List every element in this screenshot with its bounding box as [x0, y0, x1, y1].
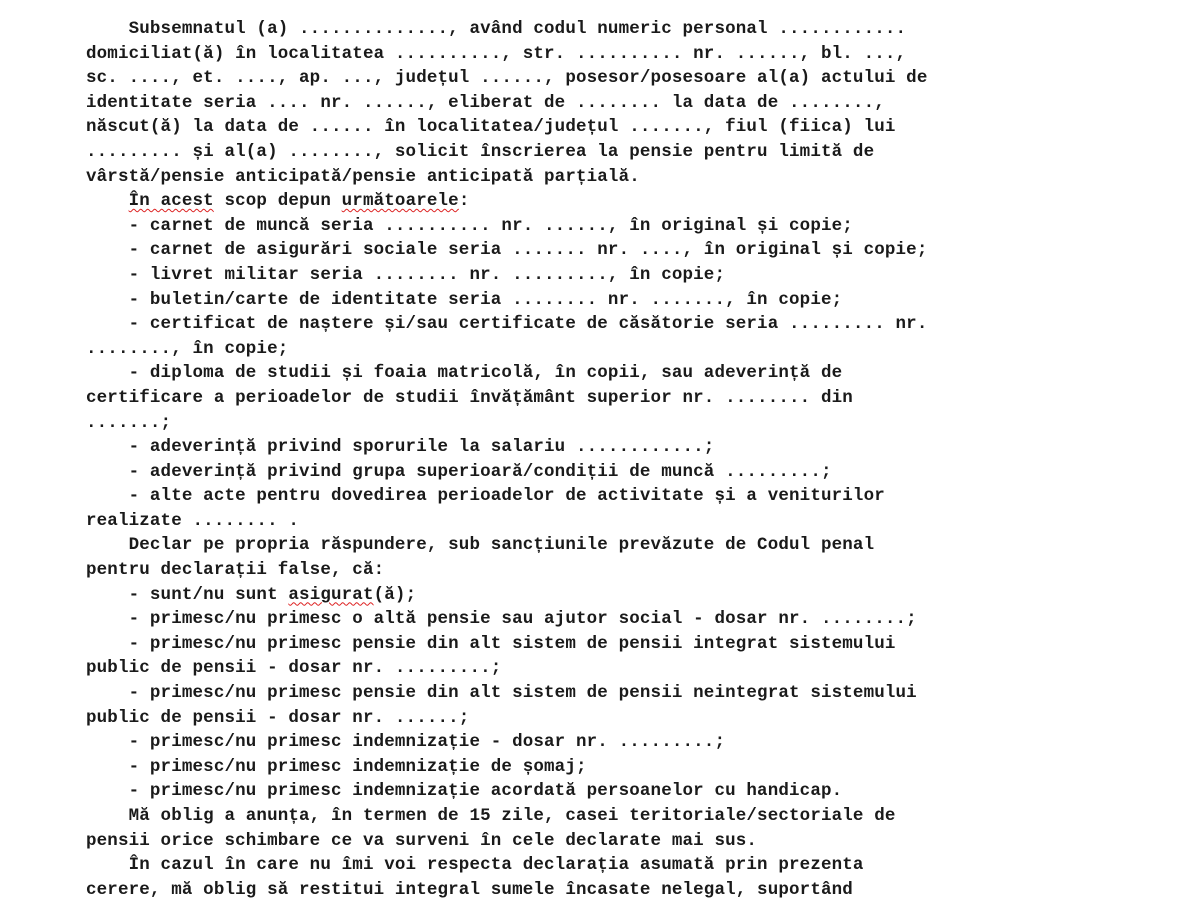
list-item: - diploma de studii și foaia matricolă, în copii, sau adeverință de	[86, 363, 843, 384]
paragraph-line: certificare a perioadelor de studii învățământ superior nr. ........ din	[86, 387, 853, 408]
paragraph-line: pentru declarații false, că:	[86, 560, 385, 581]
paragraph-line: ........, în copie;	[86, 338, 289, 359]
paragraph-line: realizate ........ .	[86, 510, 300, 531]
list-item: - primesc/nu primesc o altă pensie sau ajutor social - dosar nr. ........;	[86, 609, 917, 630]
list-item: - certificat de naștere și/sau certificate de căsătorie seria ......... nr.	[86, 314, 928, 335]
list-item: - carnet de muncă seria .......... nr. ......, în original și copie;	[86, 215, 853, 236]
paragraph-line: sc. ...., et. ...., ap. ..., județul ......, posesor/posesoare al(a) actului de	[86, 68, 928, 89]
paragraph-line: cerere, mă oblig să restitui integral sumele încasate nelegal, suportând	[86, 879, 853, 900]
line-text: :	[458, 191, 470, 212]
paragraph-line: Subsemnatul (a) .............., având codul numeric personal ............	[86, 19, 907, 39]
paragraph-line	[86, 189, 1186, 214]
list-item: - primesc/nu primesc indemnizație de șomaj;	[86, 756, 587, 777]
line-text: scop depun	[213, 191, 342, 212]
paragraph-line: vârstă/pensie anticipată/pensie anticipată parțială.	[86, 166, 640, 187]
paragraph-line: domiciliat(ă) în localitatea .........., str. .......... nr. ......, bl. ...,	[86, 43, 907, 64]
paragraph-line: identitate seria .... nr. ......, eliberat de ........ la data de ........,	[86, 92, 885, 113]
paragraph-line: Mă oblig a anunța, în termen de 15 zile, casei teritoriale/sectoriale de	[86, 806, 896, 826]
list-item: - adeverință privind sporurile la salariu ............;	[86, 437, 715, 458]
line-text: (ă);	[373, 584, 417, 605]
list-item: - carnet de asigurări sociale seria ....... nr. ...., în original și copie;	[86, 240, 928, 261]
line-text	[86, 191, 129, 211]
spellcheck-flagged-text: asigurat	[288, 584, 374, 605]
paragraph-line: .......;	[86, 412, 172, 433]
list-item: - livret militar seria ........ nr. ........., în copie;	[86, 264, 726, 285]
paragraph-line: public de pensii - dosar nr. .........;	[86, 658, 502, 679]
paragraph-line: ......... și al(a) ........, solicit înscrierea la pensie pentru limită de	[86, 141, 875, 162]
paragraph-line: pensii orice schimbare ce va surveni în cele declarate mai sus.	[86, 830, 758, 851]
paragraph-line: născut(ă) la data de ...... în localitatea/județul ......., fiul (fiica) lui	[86, 117, 896, 138]
line-text: - sunt/nu sunt	[86, 584, 289, 605]
list-item: - primesc/nu primesc pensie din alt sistem de pensii neintegrat sistemului	[86, 683, 917, 704]
list-item: - primesc/nu primesc indemnizație - dosar nr. .........;	[86, 732, 726, 753]
paragraph-line: Declar pe propria răspundere, sub sancțiunile prevăzute de Codul penal	[86, 535, 875, 556]
list-item	[86, 583, 1186, 608]
paragraph-line: În cazul în care nu îmi voi respecta declarația asumată prin prezenta	[86, 855, 864, 876]
list-item: - primesc/nu primesc pensie din alt sistem de pensii integrat sistemului	[86, 633, 896, 654]
document-body	[86, 17, 1186, 902]
spellcheck-flagged-text: următoarele	[341, 191, 459, 212]
list-item: - alte acte pentru dovedirea perioadelor de activitate și a veniturilor	[86, 486, 885, 507]
spellcheck-flagged-text: În acest	[128, 191, 214, 212]
list-item: - adeverință privind grupa superioară/condiții de muncă .........;	[86, 461, 832, 482]
list-item: - buletin/carte de identitate seria ........ nr. ......., în copie;	[86, 289, 843, 310]
list-item: - primesc/nu primesc indemnizație acordată persoanelor cu handicap.	[86, 781, 843, 802]
paragraph-line: public de pensii - dosar nr. ......;	[86, 707, 470, 728]
